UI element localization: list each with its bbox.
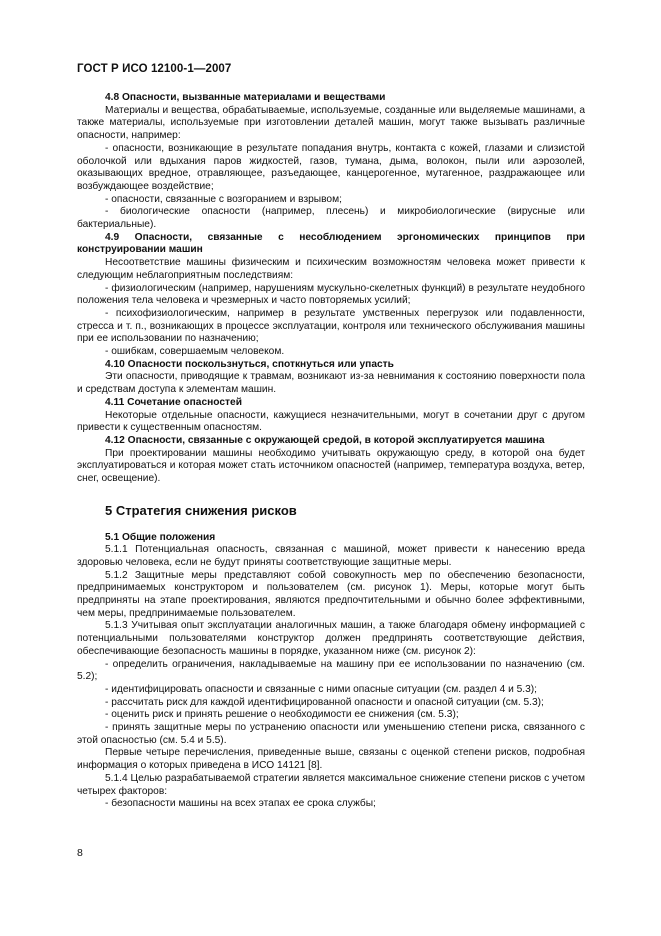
paragraph: 5.1.3 Учитывая опыт эксплуатации аналогичных машин, а также благодаря обмену информацией с потенциальными пользователями конструктор должен предпринять соответствующие действия, обеспечивающие безопасность машины в порядке, указанном ниже (см. рисунок 2): [77,620,585,657]
paragraph: 5.1.4 Целью разрабатываемой стратегии является максимальное снижение степени рисков с учетом четырех факторов: [77,772,585,797]
heading-4-10: 4.10 Опасности поскользнуться, споткнуться или упасть [105,358,394,370]
paragraph: Некоторые отдельные опасности, кажущиеся незначительными, могут в сочетании друг с другом привести к существенным опасностям. [77,409,585,434]
paragraph: При проектировании машины необходимо учитывать окружающую среду, в которой она будет эксплуатироваться и которая может стать источником опасностей (например, температура воздуха, ветер, снег, освещение). [77,447,585,485]
list-item: - принять защитные меры по устранению опасности или уменьшению степени риска, связанного с этой опасностью (см. 5.4 и 5.5). [77,722,585,746]
list-item: - психофизиологическим, например в результате умственных перегрузок или подавленности, стресса и т. п., возникающих в процессе эксплуатации, контроля или технического обслуживания машины при ее использовании по назначению; [77,307,585,345]
paragraph: Несоответствие машины физическим и психическим возможностям человека может привести к следующим неблагоприятным последствиям: [77,257,585,281]
list-item: - биологические опасности (например, плесень) и микробиологические (вирусные или бактериальные). [77,206,585,231]
document-header: ГОСТ Р ИСО 12100-1—2007 [77,63,232,75]
paragraph: 5.1.1 Потенциальная опасность, связанная с машиной, может привести к нанесению вреда здоровью человека, если не будут приняты соответствующие защитные меры. [77,544,585,568]
heading-4-8: 4.8 Опасности, вызванные материалами и веществами [105,92,386,103]
list-item: - идентифицировать опасности и связанные с ними опасные ситуации (см. раздел 4 и 5.3); [105,683,538,695]
heading-4-9: 4.9 Опасности, связанные с несоблюдением эргономических принципов при конструировании машин [77,231,585,256]
heading-5-1: 5.1 Общие положения [105,531,216,543]
section-heading-5: 5 Стратегия снижения рисков [105,502,297,518]
paragraph: Эти опасности, приводящие к травмам, возникают из-за невнимания к состоянию поверхности пола и средствам доступа к элементам машин. [77,371,585,396]
list-item: - рассчитать риск для каждой идентифицированной опасности и опасной ситуации (см. 5.3); [105,696,544,708]
list-item: - опасности, возникающие в результате попадания внутрь, контакта с кожей, глазами и слизистой оболочкой или вдыхания паров жидкостей, газов, тумана, дыма, волокон, пыли или аэрозолей, оказывающих вредное, отравляющее, разъедающее, канцерогенное, мутагенное, раздражающее или возбуждающее воздействие; [77,142,585,192]
paragraph: Первые четыре перечисления, приведенные выше, связаны с оценкой степени рисков, подробная информация о которых приведена в ИСО 14121 [8]. [77,747,585,772]
document-body [77,92,585,811]
list-item: - определить ограничения, накладываемые на машину при ее использовании по назначению (см. 5.2); [77,658,585,683]
list-item: - ошибкам, совершаемым человеком. [105,346,285,358]
paragraph: Материалы и вещества, обрабатываемые, используемые, созданные или выделяемые машинами, а также материалы, используемые при изготовлении деталей машин, могут также вызывать различные опасности, например: [77,104,585,142]
list-item: - физиологическим (например, нарушениям мускульно-скелетных функций) в результате неудобного положения тела человека и чрезмерных и часто повторяемых усилий; [77,282,585,307]
heading-4-11: 4.11 Сочетание опасностей [105,396,242,408]
page-number: 8 [77,847,83,859]
list-item: - безопасности машины на всех этапах ее срока службы; [105,798,376,810]
paragraph: 5.1.2 Защитные меры представляют собой совокупность мер по обеспечению безопасности, предпринимаемых конструктором и пользователем (см. рисунок 1). Меры, которые могут быть предприняты на этапе проектирования, являются предпочтительными и обычно более эффективными, чем меры, предпринимаемые пользователем. [77,569,585,619]
list-item: - опасности, связанные с возгоранием и взрывом; [105,193,342,205]
heading-4-12: 4.12 Опасности, связанные с окружающей средой, в которой эксплуатируется машина [105,434,545,446]
list-item: - оценить риск и принять решение о необходимости ее снижения (см. 5.3); [105,709,459,721]
